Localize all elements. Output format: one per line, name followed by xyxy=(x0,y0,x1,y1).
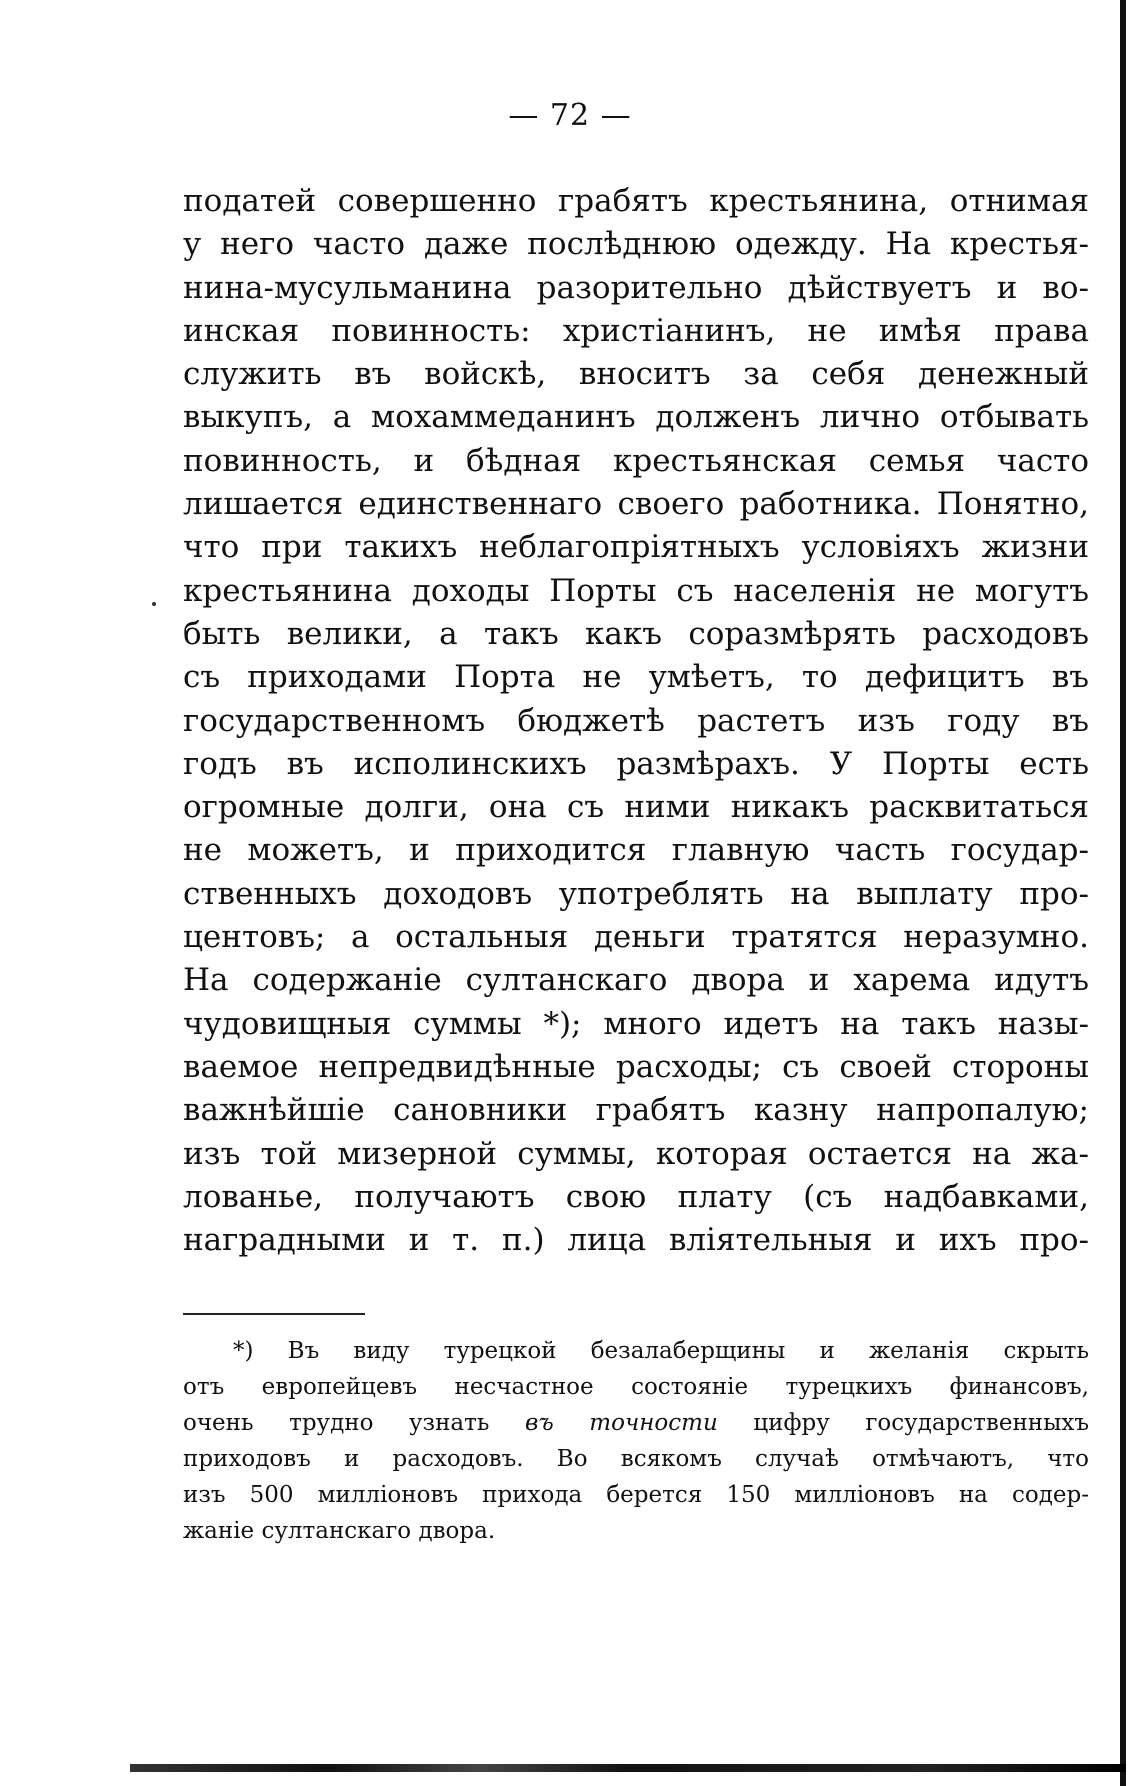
margin-speck xyxy=(152,602,156,606)
footnote-text: цифру государственныхъ xyxy=(753,1410,1089,1436)
footnote-line: отъ европейцевъ несчастное состояніе турецкихъ финансовъ, xyxy=(183,1374,1089,1400)
text-line: податей совершенно грабятъ крестьянина, отнимая xyxy=(183,183,1089,219)
footnote-line: *) Въ виду турецкой безалаберщины и желанія скрыть xyxy=(233,1338,1089,1364)
footnote-text: очень трудно узнать xyxy=(183,1410,490,1436)
text-line: служить въ войскѣ, вноситъ за себя денежный xyxy=(183,356,1089,393)
footnote-line: приходовъ и расходовъ. Во всякомъ случаѣ отмѣчаютъ, что xyxy=(183,1446,1089,1472)
text-line: годъ въ исполинскихъ размѣрахъ. У Порты есть xyxy=(183,745,1089,782)
text-line: крестьянина доходы Порты съ населенія не могутъ xyxy=(183,572,1089,609)
page-edge-shadow-bottom xyxy=(130,1764,1126,1772)
footnote xyxy=(183,1333,1089,1549)
text-line: повинность, и бѣдная крестьянская семья часто xyxy=(183,442,1089,479)
text-line: наградными и т. п.) лица вліятельныя и ихъ про- xyxy=(183,1222,1089,1259)
footnote-line xyxy=(183,1405,1089,1441)
text-line: огромные долги, она съ ними никакъ расквитаться xyxy=(183,789,1089,826)
text-line: выкупъ, а мохаммеданинъ долженъ лично отбывать xyxy=(183,399,1089,436)
text-line: нина-мусульманина разорительно дѣйствуетъ и во- xyxy=(183,269,1089,306)
text-line: На содержаніе султанскаго двора и харема идутъ xyxy=(183,962,1089,999)
text-line: что при такихъ неблагопріятныхъ условіяхъ жизни xyxy=(183,529,1089,566)
text-line: лованье, получаютъ свою плату (съ надбавками, xyxy=(183,1178,1089,1215)
text-line: ственныхъ доходовъ употреблять на выплату про- xyxy=(183,875,1089,912)
footnote-line: жаніе султанскаго двора. xyxy=(183,1518,496,1544)
text-line: важнѣйшіе сановники грабятъ казну напропалую; xyxy=(183,1092,1089,1129)
text-line: съ приходами Порта не умѣетъ, то дефицитъ въ xyxy=(183,659,1089,696)
page-number: — 72 — xyxy=(508,98,632,133)
text-line: лишается единственнаго своего работника. Понятно, xyxy=(183,486,1089,523)
text-line: ваемое непредвидѣнные расходы; съ своей стороны xyxy=(183,1048,1089,1085)
text-line: государственномъ бюджетѣ растетъ изъ году въ xyxy=(183,702,1089,739)
text-line: чудовищныя суммы *); много идетъ на такъ назы- xyxy=(183,1005,1089,1042)
text-line: быть велики, а такъ какъ соразмѣрять расходовъ xyxy=(183,615,1089,652)
text-line: изъ той мизерной суммы, которая остается на жа- xyxy=(183,1135,1089,1172)
page-edge-shadow-right xyxy=(1120,0,1126,1786)
text-line: инская повинность: христіанинъ, не имѣя права xyxy=(183,312,1089,349)
footnote-emphasis: въ точности xyxy=(525,1410,718,1436)
text-line: центовъ; а остальныя деньги тратятся неразумно. xyxy=(183,919,1089,956)
text-line: у него часто даже послѣднюю одежду. На крестья- xyxy=(183,226,1089,263)
footnote-line: изъ 500 милліоновъ прихода берется 150 милліоновъ на содер- xyxy=(183,1482,1089,1508)
footnote-divider xyxy=(183,1313,365,1315)
text-line: не можетъ, и приходится главную часть государ- xyxy=(183,832,1089,869)
main-text xyxy=(183,180,1089,1262)
